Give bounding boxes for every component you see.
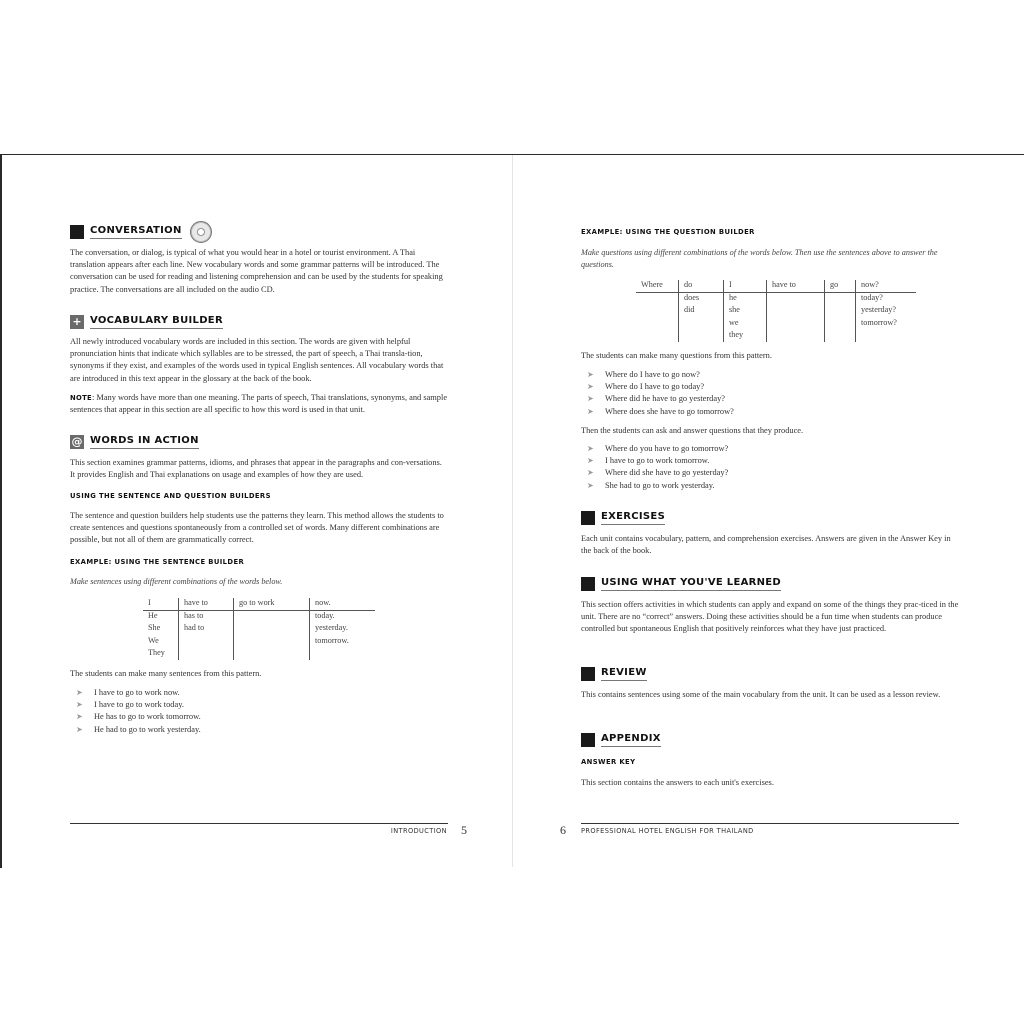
list-item-text: Where did she have to go yesterday? — [605, 468, 729, 478]
table-row — [143, 623, 375, 635]
footer-label: PROFESSIONAL HOTEL ENGLISH FOR THAILAND — [581, 827, 754, 835]
table-cell: had to — [179, 623, 234, 635]
table-row — [143, 648, 375, 660]
list-item — [581, 369, 959, 381]
table-cell: I — [724, 280, 767, 293]
table-cell — [234, 648, 310, 660]
conversation-heading — [70, 224, 212, 240]
table-cell: have to — [767, 280, 825, 293]
table-cell — [234, 636, 310, 648]
list-item — [70, 687, 448, 699]
list-item-text: Where does she have to go tomorrow? — [605, 406, 734, 416]
builders-body: The sentence and question builders help students use the patterns they learn. This method allows the students to create sentences and questions spontaneously from a controlled set of words. Many different combinations are possible, but not all of them are grammatically correct. — [70, 511, 444, 545]
table-cell: They — [148, 647, 165, 657]
table-cell: did — [679, 305, 724, 317]
list-item-text: I have to go to work now. — [94, 688, 180, 697]
arrow-bullet-icon: ➤ — [587, 394, 594, 404]
table-cell: now. — [310, 598, 376, 611]
table-cell: does — [679, 293, 724, 306]
arrow-bullet-icon: ➤ — [587, 382, 594, 392]
note-label: NOTE — [70, 394, 92, 402]
page-gutter — [512, 155, 513, 867]
table-cell — [179, 648, 234, 660]
table-cell — [679, 318, 724, 330]
list-item-text: Where do I have to go now? — [605, 370, 700, 379]
table-cell — [636, 318, 679, 330]
list-item — [581, 443, 959, 455]
exercises-heading — [581, 510, 665, 526]
arrow-bullet-icon: ➤ — [76, 724, 83, 734]
table-cell — [636, 293, 679, 306]
answer-key-subheading: ANSWER KEY — [581, 758, 636, 766]
table-cell: yesterday? — [856, 305, 917, 317]
table-cell: tomorrow. — [310, 636, 376, 648]
table-cell — [825, 318, 856, 330]
table-row — [143, 598, 375, 611]
review-heading — [581, 666, 647, 682]
sentence-after-table: The students can make many sentences from this pattern. — [70, 669, 262, 678]
vocab-note — [70, 392, 448, 416]
learned-heading — [581, 576, 781, 592]
sentence-examples-list — [70, 687, 448, 736]
table-cell: has to — [179, 611, 234, 624]
note-text: : Many words have more than one meaning. The parts of speech, Thai translations, synonyms, and sample sentences that appear in this section are all specific to how this word is used in that unit. — [70, 393, 448, 415]
table-cell — [825, 305, 856, 317]
appendix-title: APPENDIX — [601, 733, 661, 747]
list-item-text: I have to go to work tomorrow. — [605, 456, 710, 466]
table-row — [636, 305, 916, 317]
appendix-heading — [581, 732, 661, 748]
review-body: This contains sentences using some of the main vocabulary from the unit. It can be used as a lesson review. — [581, 690, 941, 699]
page-number: 6 — [560, 823, 566, 837]
list-item — [581, 467, 959, 479]
question-after-table: The students can make many questions from this pattern. — [581, 351, 772, 360]
table-row — [143, 611, 375, 624]
table-cell — [636, 305, 679, 317]
table-cell — [767, 330, 825, 342]
words-heading — [70, 434, 199, 450]
section-square-icon — [70, 225, 84, 239]
sentence-builder-subheading: EXAMPLE: USING THE SENTENCE BUILDER — [70, 558, 245, 566]
footer-label — [391, 827, 447, 835]
table-cell — [767, 318, 825, 330]
table-cell: have to — [179, 598, 234, 611]
table-cell: she — [724, 305, 767, 317]
table-cell: we — [724, 318, 767, 330]
exercises-body: Each unit contains vocabulary, pattern, and comprehension exercises. Answers are given in the Answer Key in the back of the book. — [581, 534, 951, 556]
arrow-bullet-icon: ➤ — [587, 406, 594, 416]
page-number: 5 — [461, 823, 467, 837]
review-title: REVIEW — [601, 667, 647, 681]
table-cell — [767, 305, 825, 317]
table-cell — [179, 636, 234, 648]
words-body: This section examines grammar patterns, idioms, and phrases that appear in the paragraphs and con-versations. It provides English and Thai explanations on usage and examples of how they are used. — [70, 458, 442, 480]
question-examples-list — [581, 369, 959, 418]
table-row — [143, 636, 375, 648]
table-cell: go — [825, 280, 856, 293]
arrow-bullet-icon: ➤ — [587, 480, 594, 490]
table-cell — [856, 330, 917, 342]
table-cell: today. — [310, 611, 376, 624]
section-square-icon — [581, 511, 595, 525]
section-square-icon — [581, 577, 595, 591]
conversation-body: The conversation, or dialog, is typical of what you would hear in a hotel or tourist environment. A Thai translation appears after each line. New vocabulary words and some grammar patterns will be introduced. The conversation can be used for reading and listening comprehension and can be used by the students for speaking practice. The conversations are all included on the audio CD. — [70, 248, 443, 294]
arrow-bullet-icon: ➤ — [587, 456, 594, 466]
table-cell — [234, 623, 310, 635]
table-cell: We — [148, 635, 159, 645]
table-cell: Where — [636, 280, 679, 293]
table-cell — [636, 330, 679, 342]
question-mid-text: Then the students can ask and answer questions that they produce. — [581, 426, 804, 435]
table-cell — [234, 611, 310, 624]
plus-icon: + — [70, 315, 84, 329]
table-cell: do — [679, 280, 724, 293]
table-cell: I — [143, 598, 179, 611]
sentence-instruction: Make sentences using different combinations of the words below. — [70, 577, 283, 586]
list-item — [581, 381, 959, 393]
arrow-bullet-icon: ➤ — [76, 700, 83, 710]
list-item-text: She had to go to work yesterday. — [605, 480, 715, 490]
table-cell: yesterday. — [310, 623, 376, 635]
cd-icon — [190, 221, 212, 243]
list-item-text: Where do I have to go today? — [605, 382, 705, 392]
list-item-text: He had to go to work yesterday. — [94, 724, 201, 734]
table-cell: go to work — [234, 598, 310, 611]
list-item-text: Where did he have to go yesterday? — [605, 394, 725, 404]
arrow-bullet-icon: ➤ — [587, 468, 594, 478]
table-cell: He — [148, 611, 158, 621]
words-title: WORDS IN ACTION — [90, 435, 199, 449]
list-item — [581, 393, 959, 405]
section-square-icon — [581, 667, 595, 681]
table-row — [636, 280, 916, 293]
table-cell — [679, 330, 724, 342]
table-cell: they — [724, 330, 767, 342]
table-cell — [767, 293, 825, 306]
arrow-bullet-icon: ➤ — [587, 444, 594, 453]
question-builder-subheading: EXAMPLE: USING THE QUESTION BUILDER — [581, 228, 755, 236]
question-builder-table — [636, 280, 916, 342]
sentence-question-subheading: USING THE SENTENCE AND QUESTION BUILDERS — [70, 492, 271, 500]
table-cell: now? — [856, 280, 917, 293]
vocab-heading — [70, 314, 223, 330]
table-cell: he — [724, 293, 767, 306]
table-cell — [825, 330, 856, 342]
appendix-body: This section contains the answers to each unit's exercises. — [581, 778, 774, 787]
at-icon: @ — [71, 435, 83, 448]
table-row — [636, 293, 916, 306]
vocab-title: VOCABULARY BUILDER — [90, 315, 223, 329]
arrow-bullet-icon: ➤ — [587, 370, 594, 379]
list-item — [581, 406, 959, 418]
section-square-icon — [581, 733, 595, 747]
list-item — [70, 724, 448, 736]
list-item — [70, 711, 448, 723]
exercises-title: EXERCISES — [601, 511, 665, 525]
table-cell — [825, 293, 856, 306]
table-row — [636, 318, 916, 330]
answer-examples-list — [581, 443, 959, 492]
question-instruction: Make questions using different combinations of the words below. Then use the sentences above to answer the questions. — [581, 248, 938, 269]
list-item-text: I have to go to work today. — [94, 700, 184, 710]
list-item-text: He has to go to work tomorrow. — [94, 712, 201, 722]
conversation-title: CONVERSATION — [90, 225, 182, 239]
list-item-text: Where do you have to go tomorrow? — [605, 444, 729, 453]
table-cell: tomorrow? — [856, 318, 917, 330]
list-item — [70, 699, 448, 711]
table-cell: today? — [856, 293, 917, 306]
list-item — [581, 480, 959, 492]
learned-body: This section offers activities in which students can apply and expand on some of the things they prac-ticed in the unit. There are no “correct” answers. Doing these activities should be a fun time when students can produce controlled but spontaneous English that positively reinforces what they have just practiced. — [581, 600, 959, 634]
table-row — [636, 330, 916, 342]
table-cell: She — [148, 623, 161, 633]
footer-rule — [581, 823, 959, 824]
arrow-bullet-icon: ➤ — [76, 688, 83, 697]
sentence-builder-table — [143, 598, 375, 660]
vocab-body: All newly introduced vocabulary words are included in this section. The words are given with helpful pronunciation hints that indicate which syllables are to be stressed, the part of speech, a Thai transla-tion, synonyms if they exist, and examples of the words used in typical English sentences. All vocabulary words that are introduced in this text appear in the glossary at the back of the book. — [70, 337, 444, 383]
list-item — [581, 455, 959, 467]
arrow-bullet-icon: ➤ — [76, 712, 83, 722]
footer-rule — [70, 823, 448, 824]
footer-label-text: INTRODUCTION — [390, 827, 447, 835]
learned-title: USING WHAT YOU'VE LEARNED — [601, 577, 781, 591]
table-cell — [310, 648, 376, 660]
